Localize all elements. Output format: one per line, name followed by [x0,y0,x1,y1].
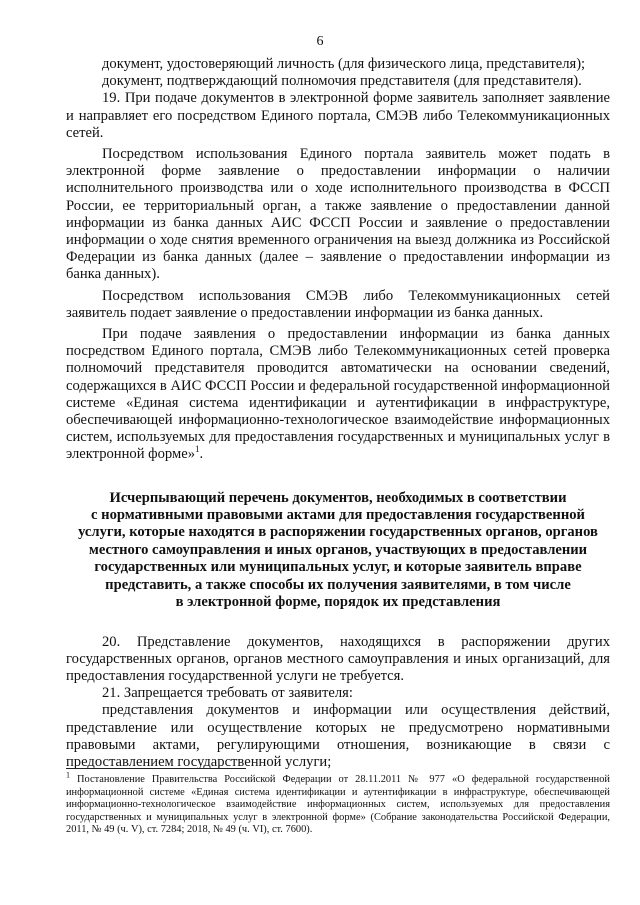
heading-line: в электронной форме, порядок их представления [175,594,501,611]
footnotes [66,768,610,837]
page-number: 6 [316,34,324,49]
heading-line: государственных или муниципальных услуг, и которые заявитель вправе [94,559,582,576]
footnote-reference: 1 [195,444,200,455]
section-heading [66,490,610,612]
footnote-text: Постановление Правительства Российской Федерации от 28.11.2011 № 977 «О федеральной государственной информационной системе «Единая система идентификации и аутентификации в инфраструктуре, обеспечивающей информационно-технологическое взаимодействие информационных систем, используемых для предоставления государственных и муниципальных услуг в электронной форме» (Собрание законодательства Российской Федерации, 2011, № 49 (ч. V), ст. 7284; 2018, № 49 (ч. VI), ст. 7600). [66,774,610,836]
heading-line: Исчерпывающий перечень документов, необходимых в соответствии [109,489,567,506]
heading-line: услуги, которые находятся в распоряжении государственных органов, органов [78,524,598,541]
heading-line: местного самоуправления и иных органов, участвующих в предоставлении [88,541,588,558]
paragraph-item-20: 20. Представление документов, находящихся в распоряжении других государственных органов, органов местного самоуправления и иных организаций, для предоставления государственной услуги не требуется. [66,633,610,684]
paragraph-authority-check-text: При подаче заявления о предоставлении информации из банка данных посредством Единого портала, СМЭВ либо Телекоммуникационных сетей проверка полномочий представителя проводится автоматически на основании сведений, содержащихся в АИС ФССП России и федеральной государственной информационной системе «Единая система идентификации и аутентификации в инфраструктуре, обеспечивающей информационно-технологическое взаимодействие информационных систем, используемых для предоставления государственных и муниципальных услуг в электронной форме» [66,326,610,463]
document-body [66,56,610,771]
footnote [66,770,610,837]
footnote-divider [66,768,246,769]
paragraph-smev: Посредством использования СМЭВ либо Телекоммуникационных сетей заявитель подает заявление о предоставлении информации из банка данных. [66,287,610,321]
paragraph-prohibited-requirements: представления документов и информации или осуществления действий, представление или осуществление которых не предусмотрено нормативными правовыми актами, регулирующими отношения, возникающие в связи с предоставлением государственной услуги; [66,702,610,770]
paragraph-unified-portal: Посредством использования Единого портала заявитель может подать в электронной форме заявление о предоставлении информации о наличии исполнительного производства или о ходе исполнительного производства в ФССП России, ее территориальный орган, а также заявление о предоставлении данной информации из банка данных АИС ФССП России и заявление о предоставлении информации о ходе снятия временного ограничения на выезд должника из Российской Федерации из банка данных (далее – заявление о предоставлении информации из банка данных). [66,146,610,283]
paragraph-authority-check: При подаче заявления о предоставлении информации из банка данных посредством Единого портала, СМЭВ либо Телекоммуникационных сетей проверка полномочий представителя проводится автоматически на основании сведений, содержащихся в АИС ФССП России и федеральной государственной информационной системе «Единая система идентификации и аутентификации в инфраструктуре, обеспечивающей информационно-технологическое взаимодействие информационных систем, используемых для предоставления государственных и муниципальных услуг в электронной форме»$^1$. [66,326,610,463]
paragraph-authority-document: документ, подтверждающий полномочия представителя (для представителя). [102,73,582,90]
paragraph-identity-document: документ, удостоверяющий личность (для физического лица, представителя); [102,56,586,72]
paragraph-item-19: 19. При подаче документов в электронной форме заявитель заполняет заявление и направляет его посредством Единого портала, СМЭВ либо Телекоммуникационных сетей. [66,90,610,141]
heading-line: представить, а также способы их получения заявителями, в том числе [105,576,571,593]
paragraph-item-21: 21. Запрещается требовать от заявителя: [102,685,353,702]
footnote-mark: 1 [66,770,70,780]
heading-line: с нормативными правовыми актами для предоставления государственной [91,507,585,524]
